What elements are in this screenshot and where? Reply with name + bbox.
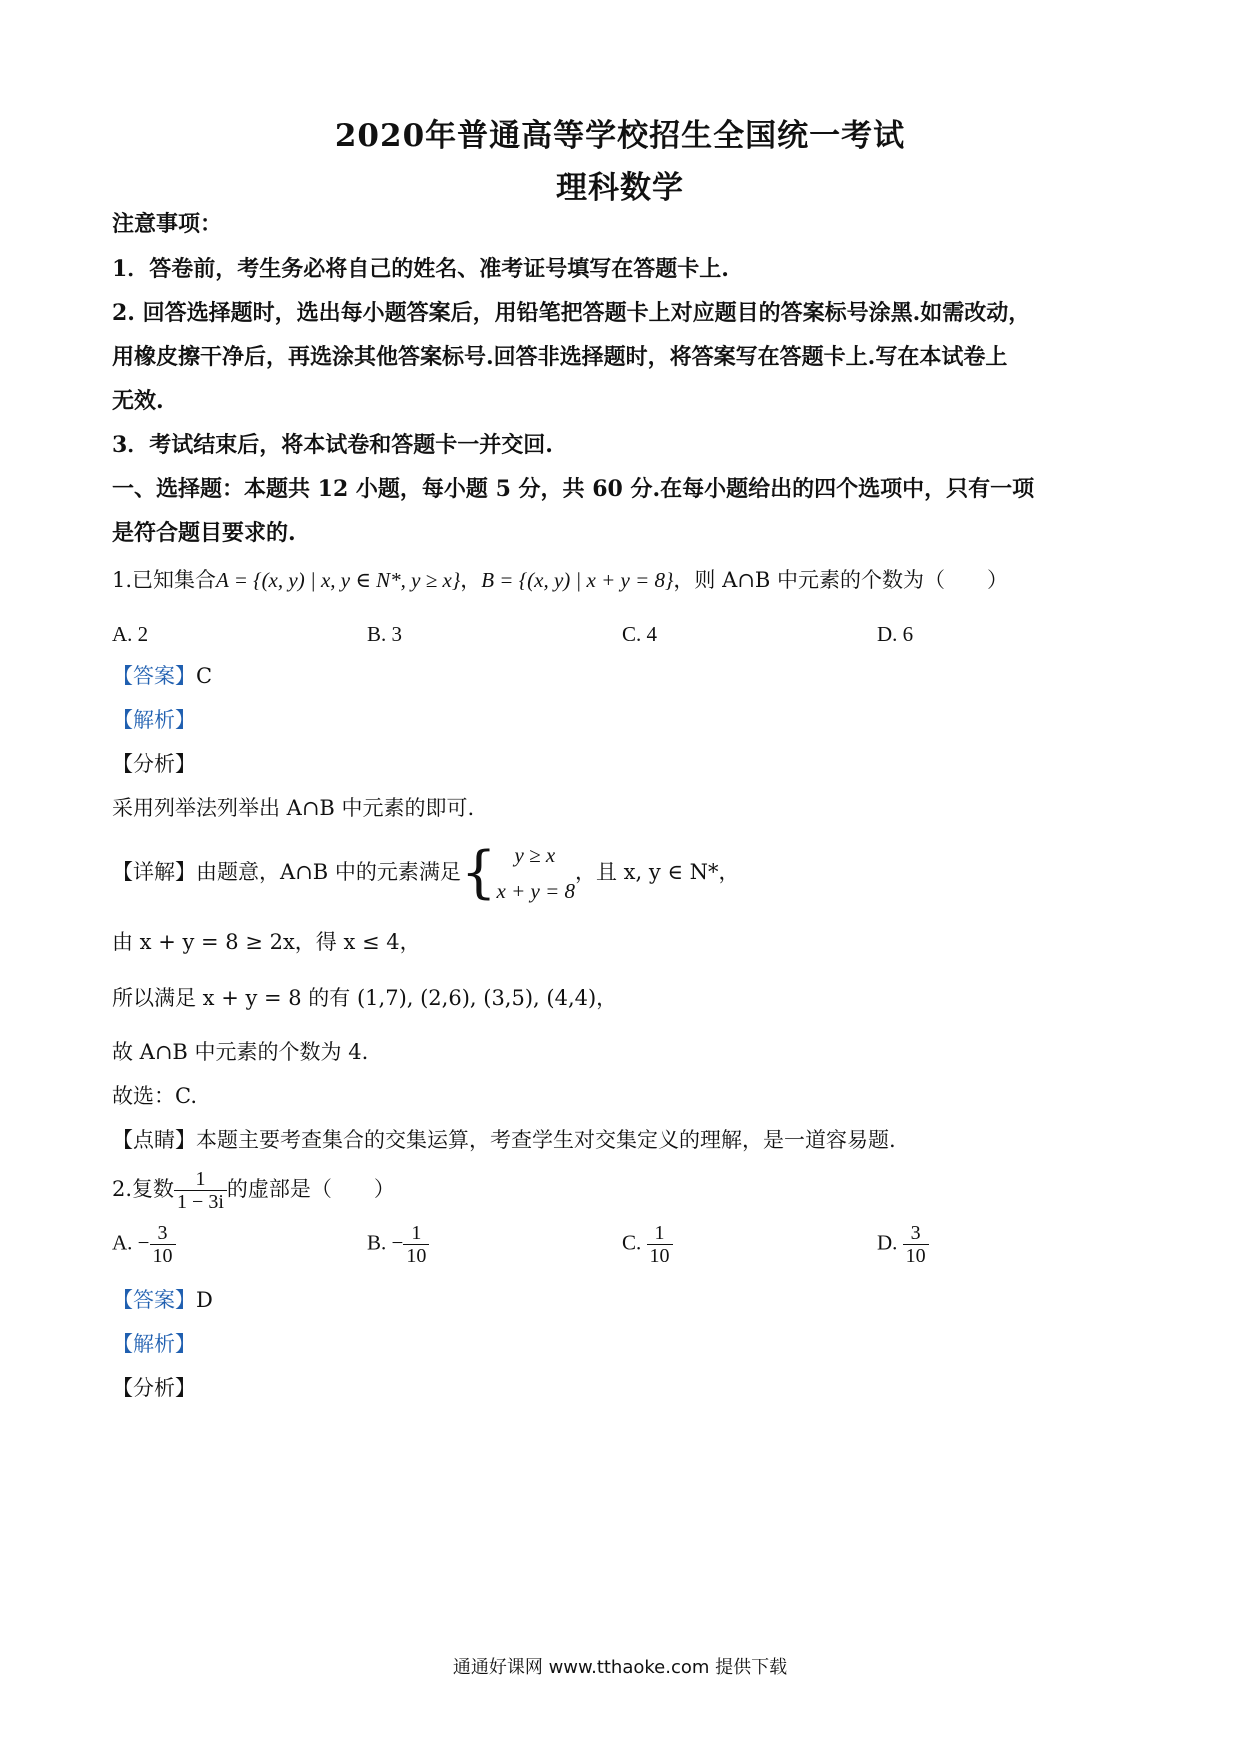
q1-detail-tag: 【详解】	[112, 860, 196, 885]
q2-option-b-numerator: 1	[403, 1222, 429, 1245]
page-footer: 通通好课网 www.tthaoke.com 提供下载	[452, 1657, 788, 1678]
q1-fenxi-text: 采用列举法列举出 A∩B 中元素的即可.	[112, 796, 475, 820]
q2-fraction-numerator: 1	[174, 1168, 227, 1191]
q1-answer-tag: 【答案】	[112, 664, 196, 688]
q2-fraction-denominator: 1 − 3i	[177, 1191, 224, 1213]
q1-stem-prefix: 1.已知集合	[112, 568, 217, 592]
notice-item-1: 1．答卷前，考生务必将自己的姓名、准考证号填写在答题卡上.	[112, 256, 729, 282]
q1-detail	[112, 838, 740, 909]
q1-stem-suffix: ，则 A∩B 中元素的个数为（ ）	[673, 568, 1008, 592]
q2-analysis-tag: 【解析】	[112, 1332, 196, 1356]
notice-item-2-line-2: 用橡皮擦干净后，再选涂其他答案标号.回答非选择题时，将答案写在答题卡上.写在本试卷上	[112, 344, 1008, 370]
q2-option-a-denominator: 10	[152, 1245, 173, 1267]
q2-option-d-fraction	[903, 1222, 929, 1267]
q2-option-c-denominator: 10	[649, 1245, 670, 1267]
q1-detail-text: 由题意，A∩B 中的元素满足	[196, 860, 461, 885]
q1-system-line-2: x + y = 8	[496, 878, 575, 903]
q2-option-a-numerator: 3	[150, 1222, 176, 1245]
q2-option-a-sign: −	[137, 1230, 150, 1255]
q2-option-a-label: A.	[112, 1230, 133, 1255]
q1-option-b: B. 3	[367, 622, 403, 646]
q1-fenxi-tag: 【分析】	[112, 752, 196, 776]
q1-option-a: A. 2	[112, 622, 149, 646]
section-heading-line-2: 是符合题目要求的.	[112, 520, 296, 546]
q2-option-b	[367, 1222, 429, 1267]
q2-fenxi-tag: 【分析】	[112, 1376, 196, 1400]
q1-comment-tag: 【点睛】	[112, 1128, 196, 1152]
exam-title: 2020年普通高等学校招生全国统一考试	[334, 118, 906, 154]
left-brace-icon: {	[460, 840, 497, 906]
q1-answer	[112, 666, 212, 687]
q2-option-a	[112, 1222, 176, 1267]
q2-option-b-fraction	[403, 1222, 429, 1267]
q1-step-3: 故 A∩B 中元素的个数为 4.	[112, 1040, 369, 1064]
q2-answer	[112, 1290, 213, 1311]
q1-set-a: A = {(x, y) | x, y ∈ N*, y ≥ x}	[216, 568, 461, 592]
q2-option-c	[622, 1222, 673, 1267]
q2-stem-prefix: 2.复数	[112, 1177, 175, 1201]
q1-step-1: 由 x + y = 8 ≥ 2x，得 x ≤ 4，	[112, 930, 421, 954]
q2-option-d	[877, 1222, 929, 1267]
q1-option-d: D. 6	[877, 622, 914, 646]
q1-stem	[112, 570, 1008, 591]
notice-item-2-line-1: 2. 回答选择题时，选出每小题答案后，用铅笔把答题卡上对应题目的答案标号涂黑.如需改动，	[112, 300, 1031, 326]
notice-item-3: 3．考试结束后，将本试卷和答题卡一并交回.	[112, 432, 553, 458]
q1-comment-text: 本题主要考查集合的交集运算，考查学生对交集定义的理解，是一道容易题.	[196, 1128, 896, 1152]
q2-option-c-fraction	[647, 1222, 673, 1267]
q2-option-a-fraction	[150, 1222, 176, 1267]
q1-step-4: 故选：C.	[112, 1084, 197, 1108]
q2-stem	[112, 1168, 395, 1213]
q2-stem-suffix: 的虚部是（ ）	[226, 1177, 395, 1201]
q1-answer-value: C	[196, 664, 213, 688]
q1-detail-tail: ，且 x, y ∈ N*，	[575, 860, 740, 885]
notice-heading: 注意事项：	[112, 211, 223, 237]
q1-comment	[112, 1130, 896, 1151]
q2-option-b-label: B.	[367, 1230, 387, 1255]
q2-answer-value: D	[196, 1288, 213, 1312]
q2-fraction	[174, 1168, 227, 1213]
q1-set-b: B = {(x, y) | x + y = 8}	[481, 568, 674, 592]
q1-step-2: 所以满足 x + y = 8 的有 (1,7), (2,6), (3,5), (4,4)，	[112, 986, 618, 1010]
q1-analysis-tag: 【解析】	[112, 708, 196, 732]
q2-answer-tag: 【答案】	[112, 1288, 196, 1312]
q2-option-d-numerator: 3	[903, 1222, 929, 1245]
q1-option-c: C. 4	[622, 622, 658, 646]
q2-option-b-denominator: 10	[406, 1245, 427, 1267]
q2-option-c-numerator: 1	[647, 1222, 673, 1245]
q2-option-d-label: D.	[877, 1230, 898, 1255]
q1-sep: ，	[460, 568, 482, 592]
notice-item-2-line-3: 无效.	[112, 388, 164, 414]
exam-subtitle: 理科数学	[556, 170, 684, 206]
section-heading-line-1: 一、选择题：本题共 12 小题，每小题 5 分，共 60 分.在每小题给出的四个选项中，只有一项	[112, 476, 1035, 502]
q1-equation-system	[497, 838, 575, 909]
q2-option-b-sign: −	[391, 1230, 404, 1255]
q1-system-line-1: y ≥ x	[514, 843, 556, 867]
q2-option-d-denominator: 10	[905, 1245, 926, 1267]
q2-option-c-label: C.	[622, 1230, 642, 1255]
